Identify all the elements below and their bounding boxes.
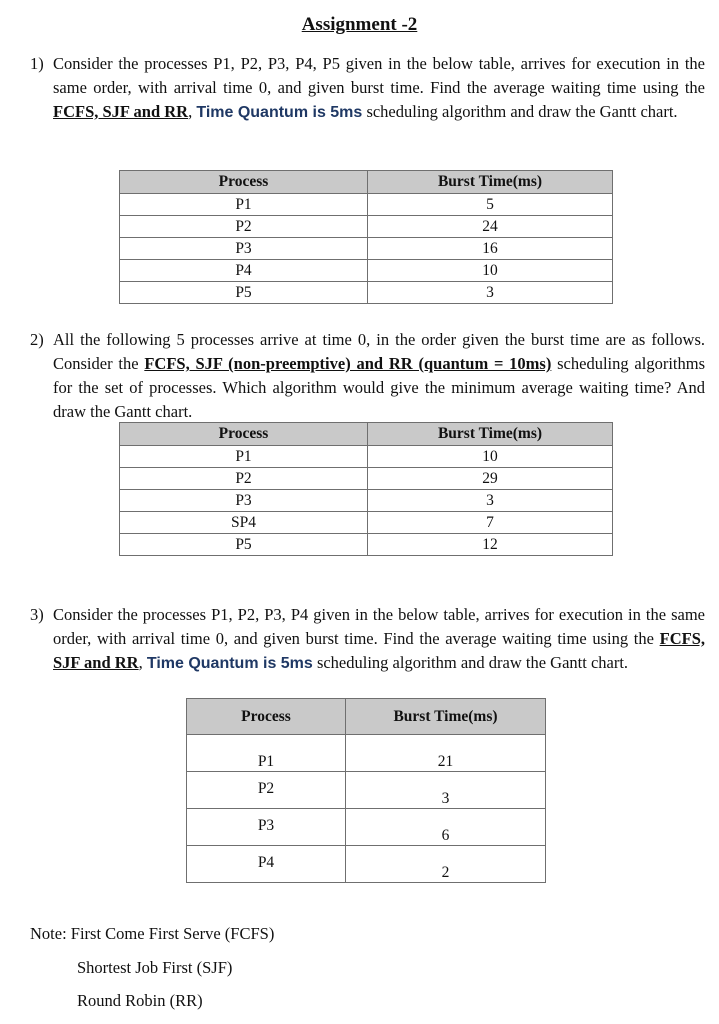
table-row: [187, 809, 546, 846]
table-row: [120, 238, 613, 260]
burst-cell: 21: [346, 735, 546, 772]
process-cell: SP4: [120, 512, 368, 534]
process-cell: P5: [120, 282, 368, 304]
burst-cell: 3: [368, 282, 613, 304]
burst-cell: 2: [346, 846, 546, 883]
process-cell: P3: [187, 809, 346, 846]
question-number: 2): [30, 330, 44, 349]
burst-cell: 16: [368, 238, 613, 260]
question-text-part: ,: [138, 653, 147, 672]
question-text-part: Consider the processes P1, P2, P3, P4 given in the below table, arrives for execution in the same order, with arrival time 0, and given burst time. Find the average waiting time using the: [53, 605, 705, 648]
column-header-burst-time: Burst Time(ms): [346, 699, 546, 735]
process-table-2: [119, 422, 613, 556]
table-row: [120, 260, 613, 282]
burst-cell: 3: [346, 772, 546, 809]
question-1: [30, 52, 705, 125]
process-cell: P2: [187, 772, 346, 809]
note-rr: Round Robin (RR): [77, 991, 203, 1010]
column-header-burst-time: Burst Time(ms): [368, 171, 613, 194]
column-header-process: Process: [120, 423, 368, 446]
table-row: [120, 490, 613, 512]
table-header-row: [187, 699, 546, 735]
table-row: [120, 534, 613, 556]
table-row: [120, 512, 613, 534]
process-cell: P1: [187, 735, 346, 772]
table-row: [187, 846, 546, 883]
question-text-part: All the following 5 processes arrive at time 0, in the order given the burst time are as follows. Consider the: [53, 330, 705, 373]
table-row: [120, 282, 613, 304]
note-fcfs: Note: First Come First Serve (FCFS): [30, 924, 275, 943]
note-sjf: Shortest Job First (SJF): [77, 958, 233, 977]
algorithms-emphasis: FCFS, SJF and RR: [53, 102, 189, 121]
question-3: [30, 603, 705, 676]
table-header-row: [120, 171, 613, 194]
question-text-part: scheduling algorithm and draw the Gantt chart.: [312, 653, 629, 672]
burst-cell: 7: [368, 512, 613, 534]
burst-cell: 24: [368, 216, 613, 238]
question-text-part: scheduling algorithm and draw the Gantt chart.: [362, 102, 678, 121]
time-quantum-emphasis: Time Quantum is 5ms: [146, 655, 313, 672]
column-header-process: Process: [187, 699, 346, 735]
burst-cell: 29: [368, 468, 613, 490]
process-cell: P2: [120, 468, 368, 490]
burst-cell: 5: [368, 194, 613, 216]
process-cell: P4: [187, 846, 346, 883]
question-text: [53, 328, 705, 424]
table-row: [120, 446, 613, 468]
process-cell: P5: [120, 534, 368, 556]
burst-cell: 3: [368, 490, 613, 512]
algorithms-emphasis: FCFS, SJF (non-preemptive) and RR (quantum = 10ms): [144, 354, 552, 373]
burst-cell: 6: [346, 809, 546, 846]
process-cell: P3: [120, 490, 368, 512]
algorithms-emphasis: FCFS, SJF and RR: [53, 629, 705, 672]
table-row: [120, 194, 613, 216]
process-cell: P3: [120, 238, 368, 260]
process-cell: P1: [120, 194, 368, 216]
question-text: [53, 603, 705, 676]
process-table-1: [119, 170, 613, 304]
process-table-3: [186, 698, 546, 883]
process-cell: P1: [120, 446, 368, 468]
question-text-part: ,: [188, 102, 197, 121]
burst-cell: 10: [368, 260, 613, 282]
process-cell: P4: [120, 260, 368, 282]
table-row: [120, 216, 613, 238]
column-header-process: Process: [120, 171, 368, 194]
table-row: [187, 772, 546, 809]
question-number: 1): [30, 54, 44, 73]
question-text-part: scheduling algorithms for the set of processes. Which algorithm would give the minimum average waiting time? And draw the Gantt chart.: [53, 354, 705, 421]
column-header-burst-time: Burst Time(ms): [368, 423, 613, 446]
table-row: [187, 735, 546, 772]
burst-cell: 12: [368, 534, 613, 556]
table-header-row: [120, 423, 613, 446]
question-number: 3): [30, 605, 44, 624]
question-2: [30, 328, 705, 424]
burst-cell: 10: [368, 446, 613, 468]
table-row: [120, 468, 613, 490]
page-title: Assignment -2: [301, 14, 418, 35]
question-text-part: Consider the processes P1, P2, P3, P4, P5 given in the below table, arrives for execution in the same order, with arrival time 0, and given burst time. Find the average waiting time using the: [53, 54, 705, 97]
process-cell: P2: [120, 216, 368, 238]
time-quantum-emphasis: Time Quantum is 5ms: [196, 104, 363, 121]
question-text: [53, 52, 705, 125]
